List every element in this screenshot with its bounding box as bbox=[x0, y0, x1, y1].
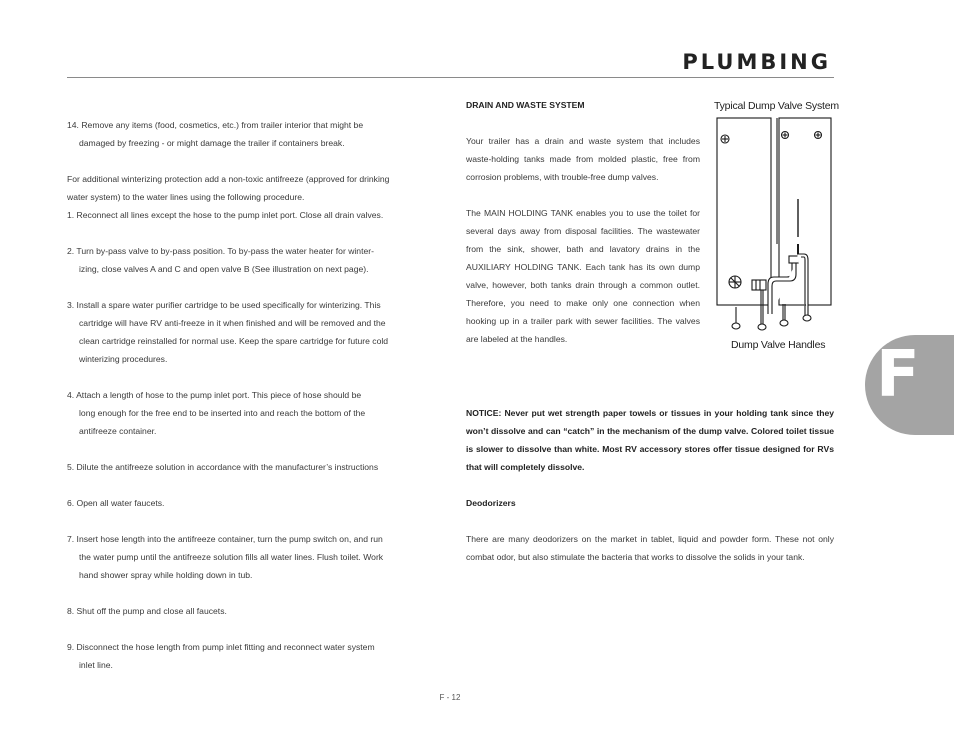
valve-handle-icon bbox=[803, 315, 811, 321]
drain-inlet-icon bbox=[729, 276, 741, 288]
step-5: 5. Dilute the antifreeze solution in accordance with the manufacturer’s instructions bbox=[67, 462, 379, 472]
main-holding-tank bbox=[717, 118, 771, 305]
step-8: 8. Shut off the pump and close all faucets. bbox=[67, 606, 227, 616]
figure-caption: Typical Dump Valve System bbox=[714, 100, 839, 112]
step-3: 3. Install a spare water purifier cartridge to be used specifically for winterizing. This cartridge will have RV anti-freeze in it when finished and will be removed and the clean cartridge reinstalled for normal use. Keep the spare cartridge for future cold winterizing procedures. bbox=[67, 300, 389, 364]
section-title: PLUMBING bbox=[682, 50, 831, 74]
step-9: 9. Disconnect the hose length from pump inlet fitting and reconnect water system inlet line. bbox=[67, 642, 375, 670]
section-tab bbox=[865, 335, 954, 435]
deodorizers-paragraph: There are many deodorizers on the market in tablet, liquid and powder form. These not only combat odor, but also stimulate the bacteria that works to dissolve the solids in your tank. bbox=[466, 534, 834, 562]
antifreeze-intro: For additional winterizing protection add a non-toxic antifreeze (approved for drinking water system) to the water lines using the following procedure. bbox=[67, 174, 390, 202]
step-1: 1. Reconnect all lines except the hose to the pump inlet port. Close all drain valves. bbox=[67, 210, 384, 220]
step-6: 6. Open all water faucets. bbox=[67, 498, 165, 508]
step-7: 7. Insert hose length into the antifreeze container, turn the pump switch on, and run the water pump until the antifreeze solution fills all water lines. Flush toilet. Work hand shower spray while holding down in tub. bbox=[67, 534, 384, 580]
valve-handle-icon bbox=[758, 324, 766, 330]
drain-waste-section bbox=[466, 96, 700, 348]
drain-paragraph-1: Your trailer has a drain and waste system that includes waste-holding tanks made from molded plastic, free from corrosion problems, with trouble-free dump valves. bbox=[466, 136, 700, 182]
valve-handle-icon bbox=[780, 320, 788, 326]
step-14: 14. Remove any items (food, cosmetics, etc.) from trailer interior that might be damaged by freezing - or might damage the trailer if containers break. bbox=[67, 120, 364, 148]
drain-waste-heading: DRAIN AND WASTE SYSTEM bbox=[466, 100, 585, 110]
step-2: 2. Turn by-pass valve to by-pass position. To by-pass the water heater for winter- izing, close valves A and C and open valve B (See illustration on next page). bbox=[67, 246, 374, 274]
tank-vent-icon bbox=[782, 132, 789, 139]
handles-label: Dump Valve Handles bbox=[731, 339, 826, 351]
page-number: F - 12 bbox=[439, 693, 461, 702]
notice-paragraph: NOTICE: Never put wet strength paper towels or tissues in your holding tank since they won’t dissolve and can “catch” in the mechanism of the dump valve. Colored toilet tissue is slower to dissolve than white. Most RV accessory stores offer tissue designed for RVs that will completely dissolve. bbox=[466, 408, 834, 472]
tank-vent-icon bbox=[721, 135, 729, 143]
header-rule bbox=[67, 77, 834, 78]
section-tab-letter: F bbox=[876, 338, 920, 412]
tank-vent-icon bbox=[815, 132, 822, 139]
winterizing-procedure bbox=[67, 116, 439, 674]
drain-paragraph-2: The MAIN HOLDING TANK enables you to use the toilet for several days away from disposal facilities. The wastewater from the sink, shower, bath and lavatory drains in the AUXILIARY HOLDING TANK. Each tank has its own dump valve, however, both tanks drain through a common outlet. Therefore, you need to make only one connection when hooking up in a trailer park with sewer facilities. The valves are labeled at the handles. bbox=[466, 208, 700, 344]
dump-valve-diagram bbox=[712, 114, 836, 336]
deodorizers-heading: Deodorizers bbox=[466, 498, 516, 508]
step-4: 4. Attach a length of hose to the pump inlet port. This piece of hose should be long enough for the free end to be inserted into and reach the bottom of the antifreeze container. bbox=[67, 390, 366, 436]
